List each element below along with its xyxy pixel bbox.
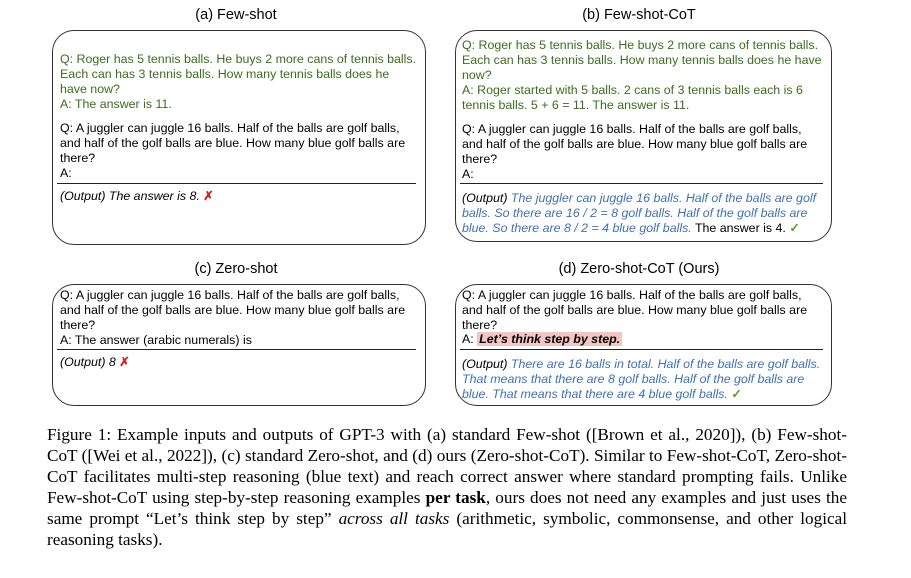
- panel-d-answer: [462, 332, 823, 347]
- panel-c-answer-prompt: A: The answer (arabic numerals) is: [60, 333, 252, 347]
- panel-b-answer-prompt: A:: [462, 167, 474, 181]
- checkmark-icon: ✓: [731, 387, 742, 401]
- panel-d-output: [462, 357, 825, 402]
- caption-bold: per task: [425, 488, 486, 507]
- panel-a-question: Q: A juggler can juggle 16 balls. Half of the balls are golf balls, and half of the golf balls are blue. How many blue golf balls are there?: [60, 121, 406, 165]
- panel-d-answer-prefix: A:: [462, 332, 474, 346]
- panel-d-title: (d) Zero-shot-CoT (Ours): [558, 261, 720, 277]
- panel-c-separator: [57, 349, 416, 350]
- panel-a-example-answer: A: The answer is 11.: [60, 97, 172, 111]
- trigger-prompt-highlight: Let’s think step by step.: [479, 332, 621, 346]
- panel-a-example-question: Q: Roger has 5 tennis balls. He buys 2 more cans of tennis balls. Each can has 3 tennis balls. How many tennis balls does he have now?: [60, 52, 417, 96]
- panel-b-separator: [460, 183, 823, 184]
- panel-b-example-answer: A: Roger started with 5 balls. 2 cans of 3 tennis balls each is 6 tennis balls. 5 + 6 = 11. The answer is 11.: [462, 83, 803, 112]
- cross-icon: ✗: [119, 355, 130, 369]
- panel-a-output: [60, 189, 417, 204]
- caption-part-1: Figure 1: Example inputs and outputs of GPT-3 with (a) standard Few-shot ([Brown et al., 2020]), (b) Few-shot-CoT ([Wei et al., 2022]), (c) standard Zero-shot, and (d) ours (Zero-shot-CoT). Similar to Few-shot-CoT, Zero-shot-CoT facilitates multi-step reasoning (blue text) and reach correct answer where standard prompting fails. Unlike Few-shot-CoT using step-by-step reasoning examples: [47, 425, 847, 507]
- panel-b-output: [462, 191, 825, 236]
- panel-a-output-label: (Output) The answer is 8.: [60, 189, 200, 203]
- panel-b-output-answer: The answer is 4.: [694, 221, 786, 235]
- panel-b-example-question: Q: Roger has 5 tennis balls. He buys 2 more cans of tennis balls. Each can has 3 tennis balls. How many tennis balls does he have now?: [462, 38, 822, 82]
- panel-d-output-reasoning: There are 16 balls in total. Half of the balls are golf balls. That means that there are 8 golf balls. Half of the golf balls are blue. That means that there are 4 blue golf balls.: [462, 357, 821, 401]
- panel-a-title: (a) Few-shot: [195, 7, 277, 23]
- panel-b-question: Q: A juggler can juggle 16 balls. Half of the balls are golf balls, and half of the golf balls are blue. How many blue golf balls are there?: [462, 122, 808, 166]
- panel-d-question: Q: A juggler can juggle 16 balls. Half of the balls are golf balls, and half of the golf balls are blue. How many blue golf balls are there?: [462, 288, 808, 332]
- panel-d-output-label: (Output): [462, 357, 508, 371]
- caption-part-3: (arithmetic, symbolic, commonsense, and other logical reasoning tasks).: [47, 509, 848, 549]
- panel-b-title: (b) Few-shot-CoT: [582, 7, 696, 23]
- panel-d-separator: [460, 349, 823, 350]
- panel-c-title: (c) Zero-shot: [194, 261, 278, 277]
- caption-italic: across all tasks: [338, 509, 450, 528]
- panel-b-output-reasoning: The juggler can juggle 16 balls. Half of the balls are golf balls. So there are 16 / 2 = 8 golf balls. Half of the golf balls are blue. So there are 8 / 2 = 4 blue golf balls.: [462, 191, 817, 235]
- cross-icon: ✗: [203, 189, 214, 203]
- figure-caption: [47, 424, 847, 550]
- panel-a-separator: [57, 183, 416, 184]
- panel-c-question: Q: A juggler can juggle 16 balls. Half of the balls are golf balls, and half of the golf balls are blue. How many blue golf balls are there?: [60, 288, 406, 332]
- panel-b-output-label: (Output): [462, 191, 508, 205]
- checkmark-icon: ✓: [789, 221, 800, 235]
- panel-c-output-label: (Output) 8: [60, 355, 116, 369]
- caption-part-2: , ours does not need any examples and just uses the same prompt “Let’s think step by step”: [47, 488, 847, 528]
- panel-c-output: [60, 355, 417, 370]
- panel-a-answer-prompt: A:: [60, 166, 72, 180]
